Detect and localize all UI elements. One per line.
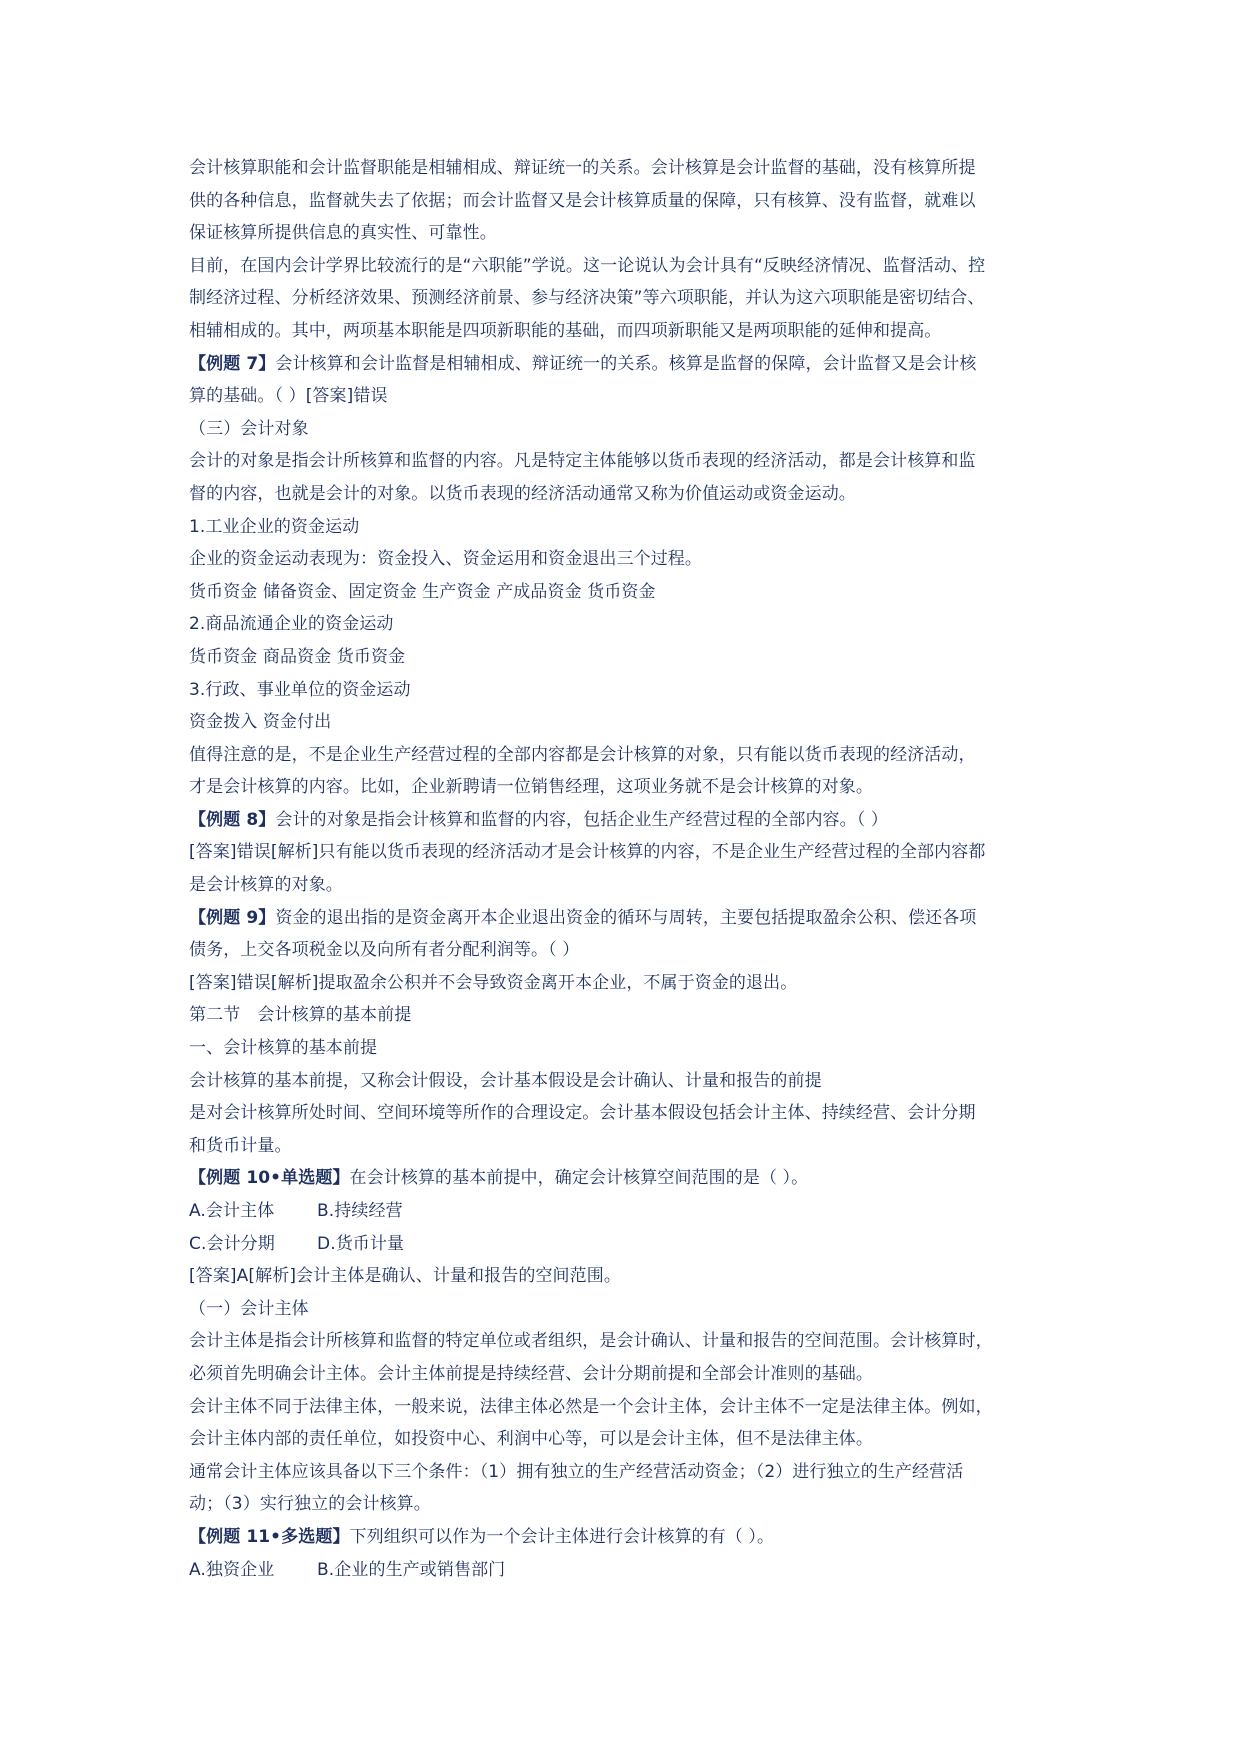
text-line: 才是会计核算的内容。比如，企业新聘请一位销售经理，这项业务就不是会计核算的对象。 [189,777,873,798]
text-line: 是会计核算的对象。 [189,875,343,896]
option-b: B.企业的生产或销售部门 [317,1559,506,1580]
text-line: 和货币计量。 [189,1135,292,1156]
text-line: 保证核算所提供信息的真实性、可靠性。 [189,223,497,244]
text-line: 会计主体内部的责任单位，如投资中心、利润中心等，可以是会计主体，但不是法律主体。 [189,1429,873,1450]
example-8 [189,804,1069,837]
text-line: 动；（3）实行独立的会计核算。 [189,1494,431,1515]
example-text: 会计核算和会计监督是相辅相成、辩证统一的关系。核算是监督的保障，会计监督又是会计核 [275,353,977,374]
subheading: 1.工业企业的资金运动 [189,516,360,537]
example-7 [189,348,1069,381]
options-row [189,1228,1069,1261]
subheading: 一、会计核算的基本前提 [189,1038,378,1059]
subheading: 3.行政、事业单位的资金运动 [189,679,411,700]
answer-line: [答案]错误[解析]只有能以货币表现的经济活动才是会计核算的内容，不是企业生产经营过程的全部内容都 [189,842,986,863]
options-row [189,1195,1069,1228]
example-10 [189,1162,1069,1195]
text-line: 算的基础。（ ）[答案]错误 [189,386,388,407]
text-line: 是对会计核算所处时间、空间环境等所作的合理设定。会计基本假设包括会计主体、持续经营、会计分期 [189,1103,976,1124]
text-line: 资金拨入 资金付出 [189,712,332,733]
text-line: 货币资金 储备资金、固定资金 生产资金 产成品资金 货币资金 [189,581,656,602]
subheading: 2.商品流通企业的资金运动 [189,614,394,635]
text-line: 供的各种信息，监督就失去了依据；而会计监督又是会计核算质量的保障，只有核算、没有监督，就难以 [189,190,976,211]
section-heading: 第二节 会计核算的基本前提 [189,1005,412,1026]
section-heading: （一）会计主体 [189,1298,309,1319]
example-9 [189,902,1069,935]
text-line: 督的内容，也就是会计的对象。以货币表现的经济活动通常又称为价值运动或资金运动。 [189,483,856,504]
example-tag: 【例题 8】 [189,809,276,830]
section-heading: （三）会计对象 [189,418,309,439]
example-tag: 【例题 11•多选题】 [189,1526,350,1547]
text-line: 必须首先明确会计主体。会计主体前提是持续经营、会计分期前提和全部会计准则的基础。 [189,1363,873,1384]
text-line: 债务，上交各项税金以及向所有者分配利润等。（ ） [189,940,580,961]
option-c: C.会计分期 [189,1233,275,1254]
answer-line: [答案]错误[解析]提取盈余公积并不会导致资金离开本企业，不属于资金的退出。 [189,972,798,993]
option-d: D.货币计量 [317,1233,405,1254]
text-line: 通常会计主体应该具备以下三个条件：（1）拥有独立的生产经营活动资金；（2）进行独立的生产经营活 [189,1461,964,1482]
text-line: 目前，在国内会计学界比较流行的是“六职能”学说。这一论说认为会计具有“反映经济情况、监督活动、控 [189,255,986,276]
text-line: 会计主体是指会计所核算和监督的特定单位或者组织，是会计确认、计量和报告的空间范围。会计核算时， [189,1331,993,1352]
example-text: 在会计核算的基本前提中，确定会计核算空间范围的是（ ）。 [349,1168,809,1189]
text-line: 会计主体不同于法律主体，一般来说，法律主体必然是一个会计主体，会计主体不一定是法律主体。例如， [189,1396,993,1417]
option-b: B.持续经营 [317,1201,403,1221]
text-line: 相辅相成的。其中，两项基本职能是四项新职能的基础，而四项新职能又是两项职能的延伸和提高。 [189,320,942,341]
answer-line: [答案]A[解析]会计主体是确认、计量和报告的空间范围。 [189,1266,621,1287]
example-text: 会计的对象是指会计核算和监督的内容，包括企业生产经营过程的全部内容。（ ） [275,809,888,830]
text-line: 企业的资金运动表现为：资金投入、资金运用和资金退出三个过程。 [189,549,702,570]
text-line: 制经济过程、分析经济效果、预测经济前景、参与经济决策”等六项职能，并认为这六项职能是密切结合、 [189,288,985,309]
example-11 [189,1521,1069,1554]
example-tag: 【例题 9】 [189,907,276,928]
document-page [189,152,1069,1586]
options-row [189,1554,1069,1587]
text-line: 货币资金 商品资金 货币资金 [189,646,406,667]
option-a: A.独资企业 [189,1559,275,1580]
text-line: 会计核算的基本前提，又称会计假设，会计基本假设是会计确认、计量和报告的前提 [189,1070,822,1091]
example-text: 资金的退出指的是资金离开本企业退出资金的循环与周转，主要包括提取盈余公积、偿还各项 [275,907,977,928]
text-line: 会计的对象是指会计所核算和监督的内容。凡是特定主体能够以货币表现的经济活动，都是会计核算和监 [189,451,976,472]
option-a: A.会计主体 [189,1201,275,1221]
text-line: 值得注意的是，不是企业生产经营过程的全部内容都是会计核算的对象，只有能以货币表现的经济活动， [189,744,976,765]
example-text: 下列组织可以作为一个会计主体进行会计核算的有（ ）。 [349,1526,775,1547]
example-tag: 【例题 7】 [189,353,276,374]
text-line: 会计核算职能和会计监督职能是相辅相成、辩证统一的关系。会计核算是会计监督的基础，没有核算所提 [189,158,976,178]
example-tag: 【例题 10•单选题】 [189,1168,350,1189]
